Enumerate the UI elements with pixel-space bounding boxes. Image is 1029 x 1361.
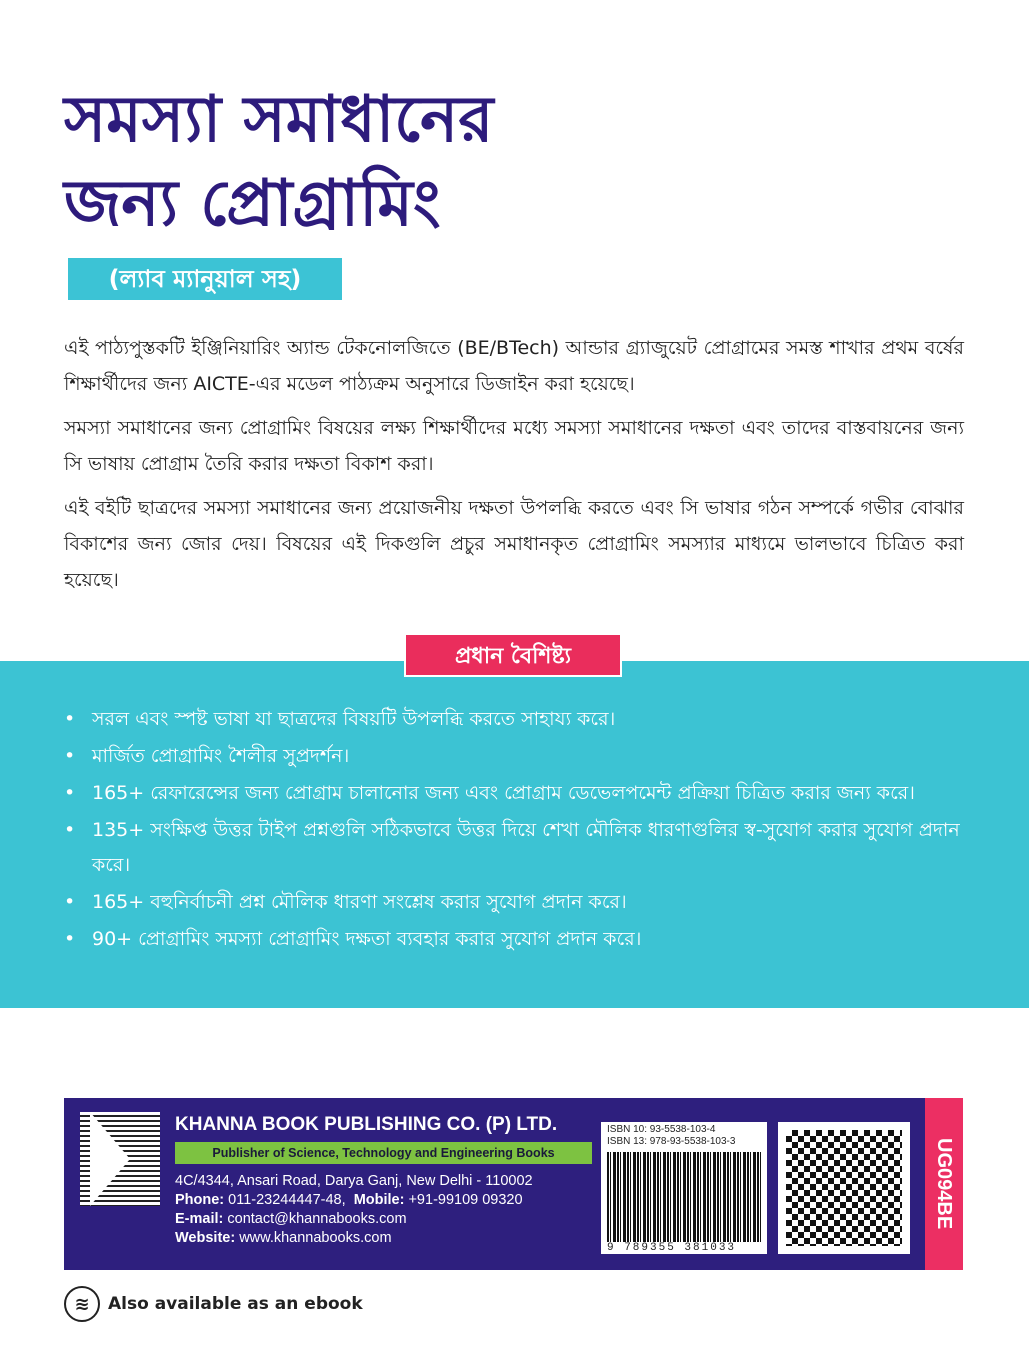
title-line: সমস্যা সমাধানের	[64, 83, 494, 157]
address: 4C/4344, Ansari Road, Darya Ganj, New Delhi - 110002	[175, 1173, 533, 1189]
book-code: UG094BE	[925, 1098, 963, 1270]
book-title	[64, 78, 493, 246]
phone: 011-23244447-48,	[228, 1192, 346, 1208]
subtitle-badge: (ল্যাব ম্যানুয়াল সহ)	[68, 258, 342, 300]
title-line: জন্য প্রোগ্রামিং	[64, 167, 441, 241]
mobile: +91-99109 09320	[408, 1192, 523, 1208]
feature-item: • মার্জিত প্রোগ্রামিং শৈলীর সুপ্রদর্শন।	[64, 739, 964, 774]
feature-item: • 165+ বহুনির্বাচনী প্রশ্ন মৌলিক ধারণা সংশ্লেষ করার সুযোগ প্রদান করে।	[64, 885, 964, 920]
paragraph: এই পাঠ্যপুস্তকটি ইঞ্জিনিয়ারিং অ্যান্ড টেকনোলজিতে (BE/BTech) আন্ডার গ্র্যাজুয়েট প্রোগ্রামের সমস্ত শাখার প্রথম বর্ষের শিক্ষার্থীদের জন্য AICTE-এর মডেল পাঠ্যক্রম অনুসারে ডিজাইন করা হয়েছে।	[64, 337, 964, 395]
phone-label: Phone:	[175, 1192, 225, 1208]
isbn-barcode	[601, 1122, 767, 1254]
barcode-number: 9 789355 381033	[607, 1242, 761, 1254]
paragraph: সমস্যা সমাধানের জন্য প্রোগ্রামিং বিষয়ের লক্ষ্য শিক্ষার্থীদের মধ্যে সমস্যা সমাধানের দক্ষতা এবং তাদের বাস্তবায়নের জন্য সি ভাষায় প্রোগ্রাম তৈরি করার দক্ষতা বিকাশ করা।	[64, 417, 964, 475]
website-label: Website:	[175, 1230, 236, 1246]
publisher-contact	[175, 1172, 533, 1248]
paragraph: এই বইটি ছাত্রদের সমস্যা সমাধানের জন্য প্রয়োজনীয় দক্ষতা উপলব্ধি করতে এবং সি ভাষার গঠন সম্পর্কে গভীর বোঝার বিকাশের জন্য জোর দেয়। বিষয়ের এই দিকগুলি প্রচুর সমাধানকৃত প্রোগ্রামিং সমস্যার মাধ্যমে ভালভাবে চিত্রিত করা হয়েছে।	[64, 497, 964, 591]
ebook-icon: ≋	[64, 1286, 100, 1322]
isbn13: ISBN 13: 978-93-5538-103-3	[607, 1136, 736, 1147]
features-list	[64, 702, 964, 959]
publisher-box	[64, 1098, 963, 1270]
qr-code-icon	[778, 1122, 910, 1254]
feature-item: • 90+ প্রোগ্রামিং সমস্যা প্রোগ্রামিং দক্ষতা ব্যবহার করার সুযোগ প্রদান করে।	[64, 922, 964, 957]
ebook-note	[64, 1286, 363, 1322]
barcode-icon	[607, 1152, 761, 1244]
mobile-label: Mobile:	[353, 1192, 405, 1208]
description	[64, 330, 964, 606]
features-label: প্রধান বৈশিষ্ট্য	[404, 633, 622, 677]
website: www.khannabooks.com	[239, 1230, 392, 1246]
email-label: E-mail:	[175, 1211, 224, 1227]
publisher-name: KHANNA BOOK PUBLISHING CO. (P) LTD.	[175, 1114, 558, 1135]
ebook-text: Also available as an ebook	[108, 1294, 363, 1314]
feature-item: • সরল এবং স্পষ্ট ভাষা যা ছাত্রদের বিষয়টি উপলব্ধি করতে সাহায্য করে।	[64, 702, 964, 737]
feature-item: • 135+ সংক্ষিপ্ত উত্তর টাইপ প্রশ্নগুলি সঠিকভাবে উত্তর দিয়ে শেখা মৌলিক ধারণাগুলির স্ব-সুযোগ করার সুযোগ প্রদান করে।	[64, 813, 964, 883]
email: contact@khannabooks.com	[227, 1211, 407, 1227]
publisher-tagline: Publisher of Science, Technology and Engineering Books	[175, 1142, 592, 1164]
publisher-logo-icon	[80, 1112, 160, 1206]
isbn10: ISBN 10: 93-5538-103-4	[607, 1124, 716, 1135]
feature-item: • 165+ রেফারেন্সের জন্য প্রোগ্রাম চালানোর জন্য এবং প্রোগ্রাম ডেভেলপমেন্ট প্রক্রিয়া চিত্রিত করার জন্য করে।	[64, 776, 964, 811]
